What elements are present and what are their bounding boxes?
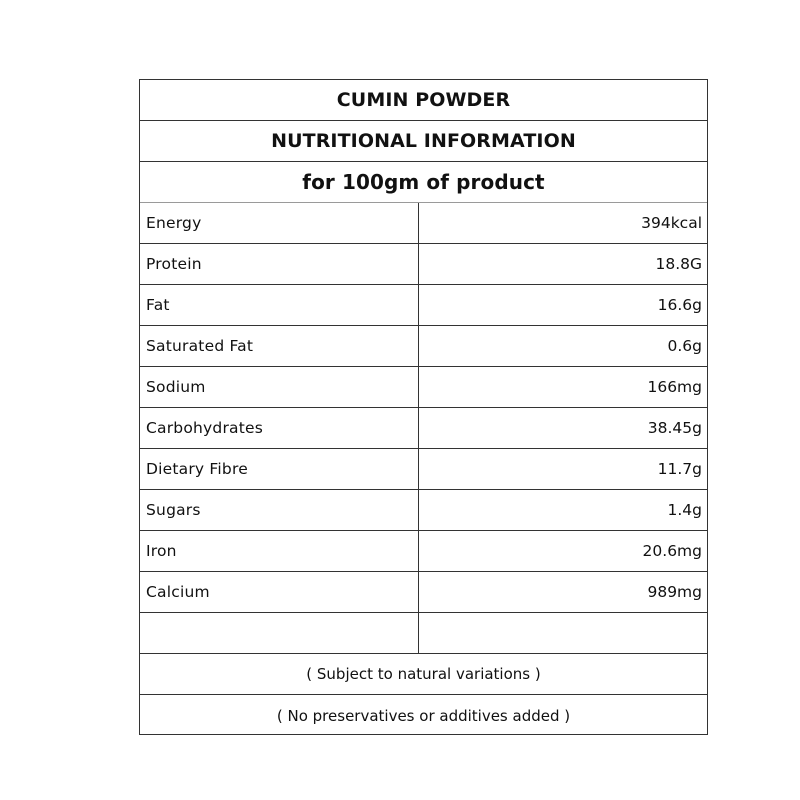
- nutrient-row: [140, 326, 707, 367]
- nutrient-name: Fat: [146, 296, 170, 314]
- nutrient-row: [140, 449, 707, 490]
- column-divider: [418, 203, 419, 243]
- column-divider: [418, 449, 419, 489]
- empty-nutrient-row: [140, 613, 707, 654]
- nutrient-value: 16.6g: [657, 296, 702, 314]
- nutrient-name: Saturated Fat: [146, 337, 254, 355]
- nutrient-row: [140, 285, 707, 326]
- column-divider: [418, 408, 419, 448]
- nutrient-value: 18.8G: [655, 255, 702, 273]
- nutrient-row: [140, 367, 707, 408]
- nutrient-row: [140, 244, 707, 285]
- variation-note: ( Subject to natural variations ): [306, 665, 541, 683]
- column-divider: [418, 572, 419, 612]
- serving-basis-row: [140, 162, 707, 203]
- serving-basis: for 100gm of product: [302, 170, 545, 194]
- product-name: CUMIN POWDER: [336, 89, 511, 111]
- nutrient-value: 0.6g: [667, 337, 702, 355]
- nutrient-value: 20.6mg: [642, 542, 702, 560]
- additives-note-row: [140, 695, 707, 736]
- nutrient-name: Sodium: [146, 378, 206, 396]
- column-divider: [418, 531, 419, 571]
- column-divider: [418, 367, 419, 407]
- variation-note-row: [140, 654, 707, 695]
- column-divider: [418, 613, 419, 653]
- nutrient-name: Protein: [146, 255, 202, 273]
- nutrient-name: Iron: [146, 542, 177, 560]
- nutrient-name: Carbohydrates: [146, 419, 264, 437]
- nutrient-name: Dietary Fibre: [146, 460, 248, 478]
- section-title: NUTRITIONAL INFORMATION: [271, 130, 576, 152]
- nutrient-value: 11.7g: [657, 460, 702, 478]
- nutrient-row: [140, 531, 707, 572]
- nutrition-label-table: [139, 79, 708, 735]
- nutrient-row: [140, 490, 707, 531]
- nutrient-name: Energy: [146, 214, 202, 232]
- nutrient-value: 394kcal: [641, 214, 702, 232]
- nutrient-value: 166mg: [647, 378, 702, 396]
- additives-note: ( No preservatives or additives added ): [276, 706, 571, 725]
- nutrient-value: 38.45g: [647, 419, 702, 437]
- column-divider: [418, 285, 419, 325]
- nutrient-row: [140, 408, 707, 449]
- column-divider: [418, 244, 419, 284]
- column-divider: [418, 490, 419, 530]
- column-divider: [418, 326, 419, 366]
- nutrient-value: 989mg: [647, 583, 702, 601]
- nutrient-name: Calcium: [146, 583, 210, 601]
- product-name-row: [140, 80, 707, 121]
- nutrient-name: Sugars: [146, 501, 201, 519]
- nutrient-value: 1.4g: [667, 501, 702, 519]
- nutrient-row: [140, 203, 707, 244]
- nutrient-row: [140, 572, 707, 613]
- section-title-row: [140, 121, 707, 162]
